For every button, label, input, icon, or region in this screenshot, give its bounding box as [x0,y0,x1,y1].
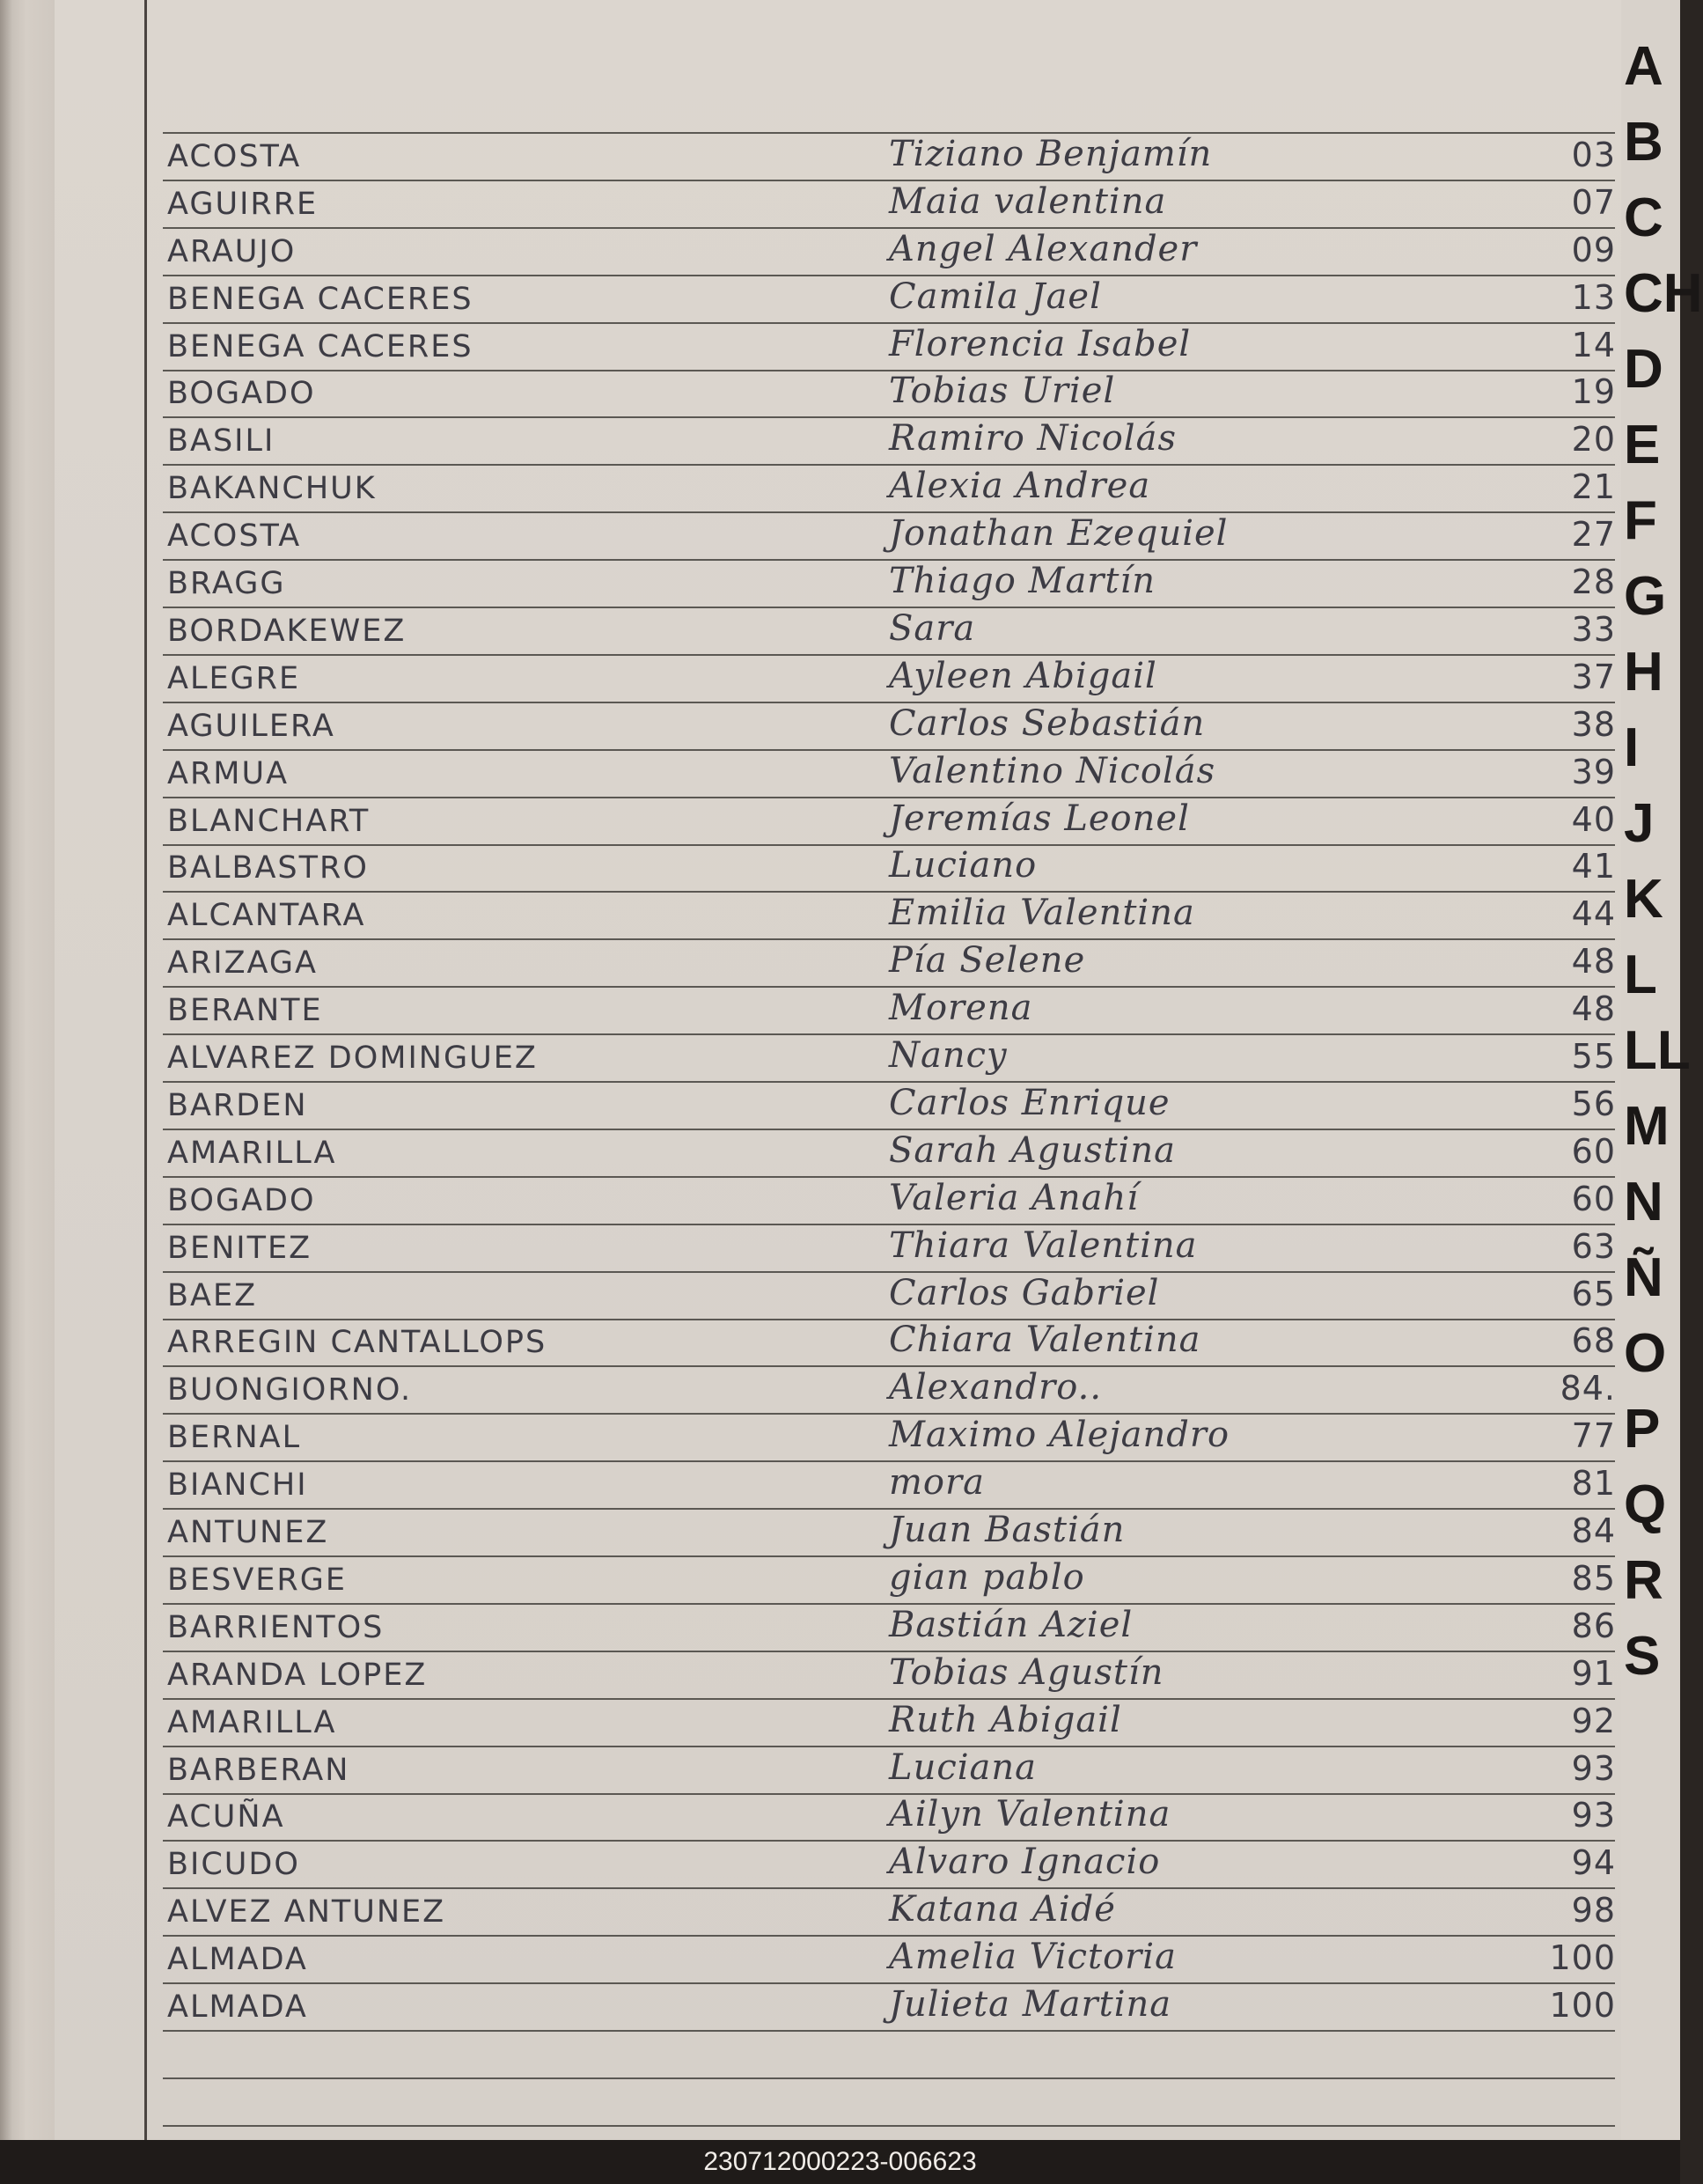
list-number: 27 [1571,515,1616,554]
surname-text: BARDEN [167,1088,308,1123]
index-tab-letter: Ñ [1624,1247,1663,1308]
given-name-text: Bastián Aziel [889,1605,1134,1645]
surname-text: BICUDO [167,1847,300,1882]
list-item [0,1603,1680,1651]
given-name-text: Ailyn Valentina [889,1794,1171,1835]
list-item [0,1033,1680,1081]
list-item [0,986,1680,1033]
surname-text: AMARILLA [167,1136,337,1171]
list-item [0,275,1680,322]
given-name-text: Juan Bastián [889,1510,1126,1550]
surname-text: BIANCHI [167,1467,308,1503]
list-number: 60 [1571,1132,1616,1171]
list-number: 100 [1549,1986,1616,2025]
list-item [0,1887,1680,1935]
list-item [0,1555,1680,1603]
list-item [0,132,1680,180]
index-tab-letter: L [1624,945,1657,1005]
given-name-text: Sara [889,608,976,649]
surname-text: ALEGRE [167,661,301,696]
given-name-text: Alvaro Ignacio [889,1842,1161,1882]
surname-text: BARBERAN [167,1753,350,1788]
list-number: 93 [1571,1749,1616,1788]
list-number: 98 [1571,1891,1616,1930]
surname-text: ARAUJO [167,234,297,269]
index-tab-letter: N [1624,1172,1663,1232]
surname-text: ARIZAGA [167,945,318,981]
index-tab-letter: LL [1624,1020,1691,1081]
given-name-text: Nancy [889,1035,1008,1076]
list-item [0,1698,1680,1746]
list-item [0,1982,1680,2030]
list-item [0,1651,1680,1698]
list-item [0,1413,1680,1460]
list-item [0,1840,1680,1887]
surname-text: BAKANCHUK [167,471,377,506]
index-tab-letter: S [1624,1626,1661,1687]
index-tab-letter: B [1624,112,1663,173]
given-name-text: Amelia Victoria [889,1937,1177,1977]
given-name-text: Pía Selene [889,940,1086,981]
list-item [0,1792,1680,1840]
index-tab-letter: C [1624,188,1663,248]
list-number: 38 [1571,705,1616,744]
list-item [0,416,1680,464]
list-item [0,607,1680,654]
list-number: 84. [1560,1369,1616,1408]
list-number: 65 [1571,1275,1616,1313]
surname-text: ACOSTA [167,139,302,174]
surname-text: ALVAREZ DOMINGUEZ [167,1041,538,1076]
list-item [0,1081,1680,1129]
given-name-text: Carlos Enrique [889,1083,1171,1123]
given-name-text: Maximo Alejandro [889,1415,1230,1455]
given-name-text: Valeria Anahí [889,1178,1140,1218]
list-number: 44 [1571,894,1616,933]
index-tab-letter: O [1624,1323,1667,1384]
surname-text: ACOSTA [167,518,302,554]
list-number: 41 [1571,847,1616,886]
given-name-text: Thiara Valentina [889,1225,1198,1266]
list-number: 28 [1571,563,1616,601]
list-number: 39 [1571,753,1616,791]
index-tab-letter: G [1624,566,1667,627]
list-item [0,1176,1680,1224]
list-number: 14 [1571,326,1616,364]
index-tab-letter: P [1624,1399,1661,1460]
index-tab-letter: Q [1624,1474,1667,1535]
given-name-text: Tobias Agustín [889,1652,1164,1693]
given-name-text: Valentino Nicolás [889,751,1216,791]
list-number: 86 [1571,1607,1616,1645]
given-name-text: Ayleen Abigail [889,656,1157,696]
surname-text: BUONGIORNO. [167,1372,413,1408]
given-name-text: Emilia Valentina [889,893,1195,933]
given-name-text: Jeremías Leonel [889,798,1190,839]
given-name-text: Carlos Gabriel [889,1273,1160,1313]
surname-text: BOGADO [167,376,316,411]
given-name-text: mora [889,1462,985,1503]
given-name-text: Carlos Sebastián [889,703,1206,744]
given-name-text: Alexandro.. [889,1367,1103,1408]
index-tab-letter: A [1624,36,1663,97]
given-name-text: Katana Aidé [889,1889,1116,1930]
image-id-caption: 230712000223-006623 [0,2140,1680,2184]
surname-text: BALBASTRO [167,850,369,886]
list-item [0,891,1680,938]
list-number: 07 [1571,183,1616,222]
surname-text: ALMADA [167,1942,308,1977]
list-item [0,227,1680,275]
ruled-line [163,2077,1615,2079]
list-number: 21 [1571,467,1616,506]
list-number: 03 [1571,136,1616,174]
index-tab-letter: K [1624,869,1663,930]
list-item [0,369,1680,416]
surname-text: BENEGA CACERES [167,329,473,364]
list-number: 19 [1571,372,1616,411]
list-item [0,511,1680,559]
given-name-text: Ruth Abigail [889,1700,1122,1740]
list-item [0,559,1680,607]
list-number: 48 [1571,942,1616,981]
given-name-text: Luciana [889,1747,1037,1788]
given-name-text: gian pablo [889,1557,1085,1598]
list-number: 40 [1571,800,1616,839]
list-number: 09 [1571,231,1616,269]
list-item [0,1129,1680,1176]
list-item [0,1224,1680,1271]
given-name-text: Florencia Isabel [889,324,1192,364]
surname-text: ARREGIN CANTALLOPS [167,1325,547,1360]
list-item [0,1935,1680,1982]
list-item [0,702,1680,749]
surname-text: ACUÑA [167,1799,285,1835]
ruled-line [163,2125,1615,2127]
list-item [0,1365,1680,1413]
surname-text: BERANTE [167,993,323,1028]
list-number: 63 [1571,1227,1616,1266]
surname-text: BAEZ [167,1278,258,1313]
surname-text: ANTUNEZ [167,1515,329,1550]
given-name-text: Morena [889,988,1033,1028]
surname-text: AGUIRRE [167,187,319,222]
surname-text: ARMUA [167,756,290,791]
surname-text: ALMADA [167,1989,308,2025]
list-number: 92 [1571,1702,1616,1740]
index-tab-letter: CH [1624,263,1703,324]
given-name-text: Tiziano Benjamín [889,134,1213,174]
list-item [0,1271,1680,1319]
surname-text: ARANDA LOPEZ [167,1658,428,1693]
ruled-line [163,2030,1615,2032]
index-tab-letter: J [1624,793,1655,854]
list-number: 85 [1571,1559,1616,1598]
surname-text: BASILI [167,423,275,459]
list-number: 100 [1549,1938,1616,1977]
list-number: 68 [1571,1321,1616,1360]
surname-text: BOGADO [167,1183,316,1218]
given-name-text: Angel Alexander [889,229,1198,269]
index-tab-letter: F [1624,490,1657,551]
given-name-text: Chiara Valentina [889,1320,1201,1360]
given-name-text: Julieta Martina [889,1984,1172,2025]
given-name-text: Sarah Agustina [889,1130,1176,1171]
given-name-text: Luciano [889,845,1038,886]
index-tab-letter: D [1624,339,1663,400]
list-item [0,938,1680,986]
list-item [0,749,1680,797]
surname-text: BRAGG [167,566,286,601]
list-item [0,654,1680,702]
list-item [0,464,1680,511]
list-number: 77 [1571,1416,1616,1455]
list-number: 93 [1571,1796,1616,1835]
list-number: 55 [1571,1037,1616,1076]
given-name-text: Ramiro Nicolás [889,418,1177,459]
index-tab-letter: E [1624,415,1661,475]
given-name-text: Jonathan Ezequiel [889,513,1229,554]
list-item [0,1318,1680,1365]
surname-text: BESVERGE [167,1563,347,1598]
list-number: 37 [1571,658,1616,696]
surname-text: BENEGA CACERES [167,282,473,317]
index-tab-letter: M [1624,1096,1670,1157]
list-number: 33 [1571,610,1616,649]
surname-text: ALVEZ ANTUNEZ [167,1894,446,1930]
surname-text: ALCANTARA [167,898,366,933]
surname-text: BENITEZ [167,1231,312,1266]
given-name-text: Thiago Martín [889,561,1156,601]
index-tab-letter: I [1624,717,1640,778]
list-number: 81 [1571,1464,1616,1503]
list-item [0,180,1680,227]
index-tab-letter: H [1624,642,1663,702]
given-name-text: Camila Jael [889,276,1102,317]
surname-text: BORDAKEWEZ [167,614,407,649]
list-item [0,1508,1680,1555]
list-number: 48 [1571,989,1616,1028]
given-name-text: Alexia Andrea [889,466,1151,506]
list-item [0,1460,1680,1508]
list-item [0,797,1680,844]
given-name-text: Tobias Uriel [889,371,1116,411]
list-item [0,322,1680,370]
list-number: 13 [1571,278,1616,317]
list-number: 60 [1571,1180,1616,1218]
list-number: 84 [1571,1511,1616,1550]
surname-text: AGUILERA [167,709,335,744]
surname-text: AMARILLA [167,1705,337,1740]
given-name-text: Maia valentina [889,181,1167,222]
list-item [0,843,1680,891]
list-item [0,1746,1680,1793]
list-number: 94 [1571,1843,1616,1882]
surname-text: BARRIENTOS [167,1610,385,1645]
list-number: 56 [1571,1085,1616,1123]
index-tab-letter: R [1624,1550,1663,1611]
list-number: 91 [1571,1654,1616,1693]
surname-text: BLANCHART [167,804,371,839]
list-number: 20 [1571,420,1616,459]
surname-text: BERNAL [167,1420,302,1455]
